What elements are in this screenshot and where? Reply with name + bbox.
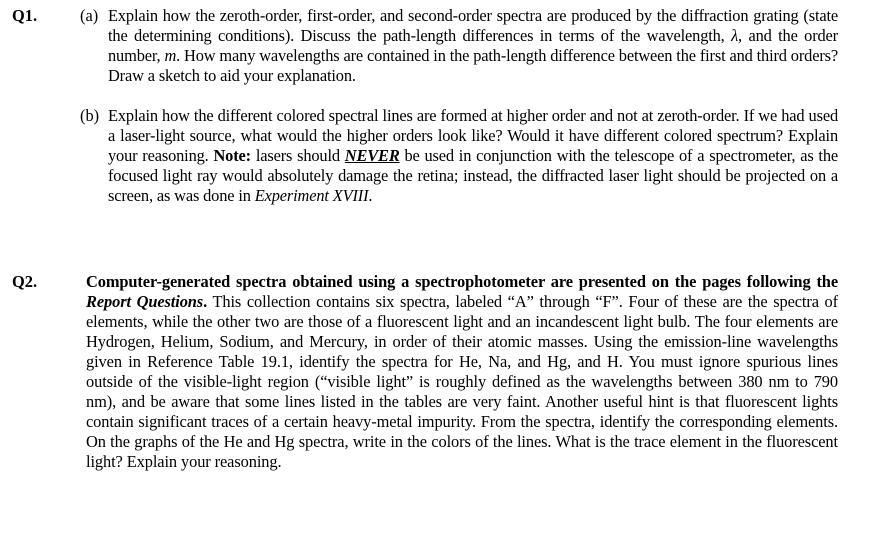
part-b-label: (b) <box>80 106 100 125</box>
note-label: Note: <box>213 146 251 165</box>
question-1-number: Q1. <box>12 6 38 25</box>
report-questions-emphasis: Report Questions <box>86 292 204 311</box>
part-a-label: (a) <box>80 6 99 25</box>
question-1b-text: Explain how the different colored spectral lines are formed at higher order and not at zeroth-order. If we had used a laser-light source, what would the higher orders look like? Would it have different colored spectrum? Explain your reasoning. Note: lasers should NEVER be used in conjunction with the telescope of a spectrometer, as the focused light ray would absolutely damage the retina; instead, the diffracted laser light should be projected on a screen, as was done in Experiment XVIII. <box>108 106 838 205</box>
question-1a-text: Explain how the zeroth-order, first-order, and second-order spectra are produced by the diffraction grating (state the determining conditions). Discuss the path-length differences in terms of the wavelength, λ, and the order number, m. How many wavelengths are contained in the path-length difference between the first and third orders? Draw a sketch to aid your explanation. <box>108 6 838 85</box>
order-number-symbol: m <box>164 46 177 65</box>
experiment-reference: Experiment XVIII <box>254 186 369 205</box>
question-2-text: Computer-generated spectra obtained using a spectrophotometer are presented on the pages following the Report Questions. This collection contains six spectra, labeled “A” through “F”. Four of these are the spectra of elements, while the other two are those of a fluorescent light and an incandescent light bulb. The four elements are Hydrogen, Helium, Sodium, and Mercury, in order of their atomic masses. Using the emission-line wavelengths given in Reference Table 19.1, identify the spectra for He, Na, and Hg, and H. You must ignore spurious lines outside of the visible-light region (“visible light” is roughly defined as the wavelengths between 380 nm to 790 nm), and be aware that some lines listed in the tables are very faint. Another useful hint is that fluorescent lights contain significant traces of a certain heavy-metal impurity. From the spectra, identify the corresponding elements. On the graphs of the He and Hg spectra, write in the colors of the lines. What is the trace element in the fluorescent light? Explain your reasoning. <box>86 272 839 471</box>
never-emphasis: NEVER <box>344 146 400 165</box>
question-2-number: Q2. <box>12 272 38 291</box>
question-1b <box>80 106 838 206</box>
question-2 <box>86 272 838 472</box>
question-1a <box>80 6 838 86</box>
lambda-symbol: λ <box>731 26 739 45</box>
